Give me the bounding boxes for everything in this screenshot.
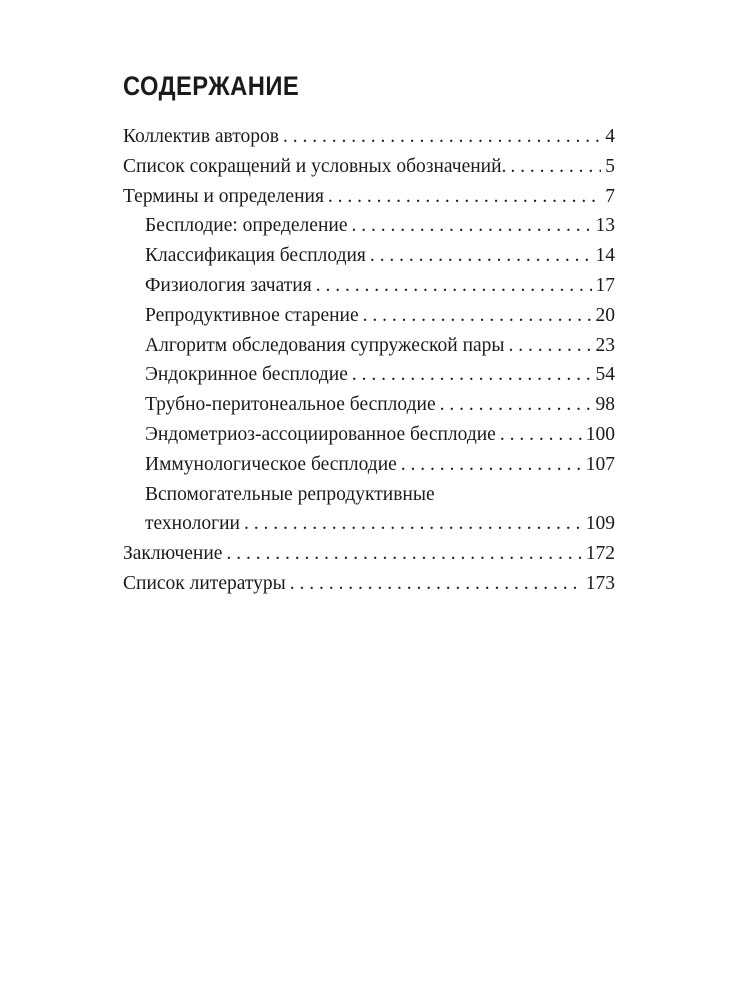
toc-entry-label: Репродуктивное старение	[145, 304, 359, 326]
toc-entry-page: 5	[605, 155, 615, 177]
toc-entry-page: 23	[595, 334, 615, 356]
toc-entry-label: Трубно-перитонеальное бесплодие	[145, 394, 436, 416]
toc-entry-page: 98	[595, 394, 615, 416]
dot-leader	[283, 122, 601, 152]
toc-entry-examination-algorithm[interactable]	[123, 331, 615, 361]
dot-leader	[290, 569, 582, 599]
toc-entry-infertility-definition[interactable]	[123, 211, 615, 241]
toc-entry-label: Бесплодие: определение	[145, 215, 348, 237]
toc-entry-label-line2: технологии	[145, 513, 240, 535]
toc-entry-label: Классификация бесплодия	[145, 245, 366, 267]
dot-leader	[351, 211, 591, 241]
toc-entry-page: 7	[605, 185, 615, 207]
table-of-contents	[123, 70, 615, 599]
toc-entry-page: 17	[595, 274, 615, 296]
dot-leader	[316, 271, 592, 301]
toc-entry-label-line1: Вспомогательные репродуктивные	[145, 483, 435, 505]
toc-entry-classification[interactable]	[123, 241, 615, 271]
toc-entry-endometriosis[interactable]	[123, 420, 615, 450]
toc-entry-label: Эндометриоз-ассоциированное бесплодие	[145, 423, 496, 445]
dot-leader	[509, 331, 592, 361]
toc-entry-label: Список литературы	[123, 572, 286, 594]
toc-entry-label: Иммунологическое бесплодие	[145, 453, 397, 475]
toc-entry-tubal-peritoneal[interactable]	[123, 390, 615, 420]
toc-entry-reproductive-aging[interactable]	[123, 301, 615, 331]
dot-leader	[226, 539, 581, 569]
toc-entry-label: Эндокринное бесплодие	[145, 364, 348, 386]
toc-entry-label: Физиология зачатия	[145, 274, 312, 296]
dot-leader	[500, 420, 582, 450]
dot-leader	[440, 390, 592, 420]
toc-entry-line2	[145, 509, 615, 539]
toc-entry-page: 20	[595, 304, 615, 326]
toc-entry-conclusion[interactable]	[123, 539, 615, 569]
dot-leader	[352, 360, 592, 390]
toc-entry-authors[interactable]	[123, 122, 615, 152]
toc-entry-terms[interactable]	[123, 182, 615, 212]
dot-leader	[370, 241, 592, 271]
toc-entry-label: Алгоритм обследования супружеской пары	[145, 334, 505, 356]
toc-entry-label: Список сокращений и условных обозначений.	[123, 155, 507, 177]
toc-entry-page: 100	[585, 423, 615, 445]
toc-entry-page: 109	[585, 513, 615, 535]
toc-entry-abbreviations[interactable]	[123, 152, 615, 182]
dot-leader	[328, 182, 601, 212]
toc-entry-page: 107	[585, 453, 615, 475]
toc-entry-endocrine[interactable]	[123, 360, 615, 390]
toc-entry-label: Заключение	[123, 543, 223, 565]
toc-entry-references[interactable]	[123, 569, 615, 599]
toc-heading: СОДЕРЖАНИЕ	[123, 71, 300, 101]
toc-entry-page: 173	[585, 572, 615, 594]
toc-entry-label: Коллектив авторов	[123, 126, 279, 147]
dot-leader	[510, 152, 601, 182]
toc-entry-page: 54	[595, 364, 615, 386]
toc-list	[123, 122, 615, 599]
toc-entry-physiology[interactable]	[123, 271, 615, 301]
toc-entry-page: 13	[595, 215, 615, 237]
toc-entry-page: 14	[595, 245, 615, 267]
toc-entry-page: 4	[605, 126, 615, 147]
toc-entry-art[interactable]	[123, 480, 615, 540]
toc-entry-immunological[interactable]	[123, 450, 615, 480]
toc-entry-page: 172	[585, 543, 615, 565]
dot-leader	[363, 301, 592, 331]
dot-leader	[401, 450, 582, 480]
dot-leader	[244, 509, 582, 539]
toc-entry-label: Термины и определения	[123, 185, 324, 207]
